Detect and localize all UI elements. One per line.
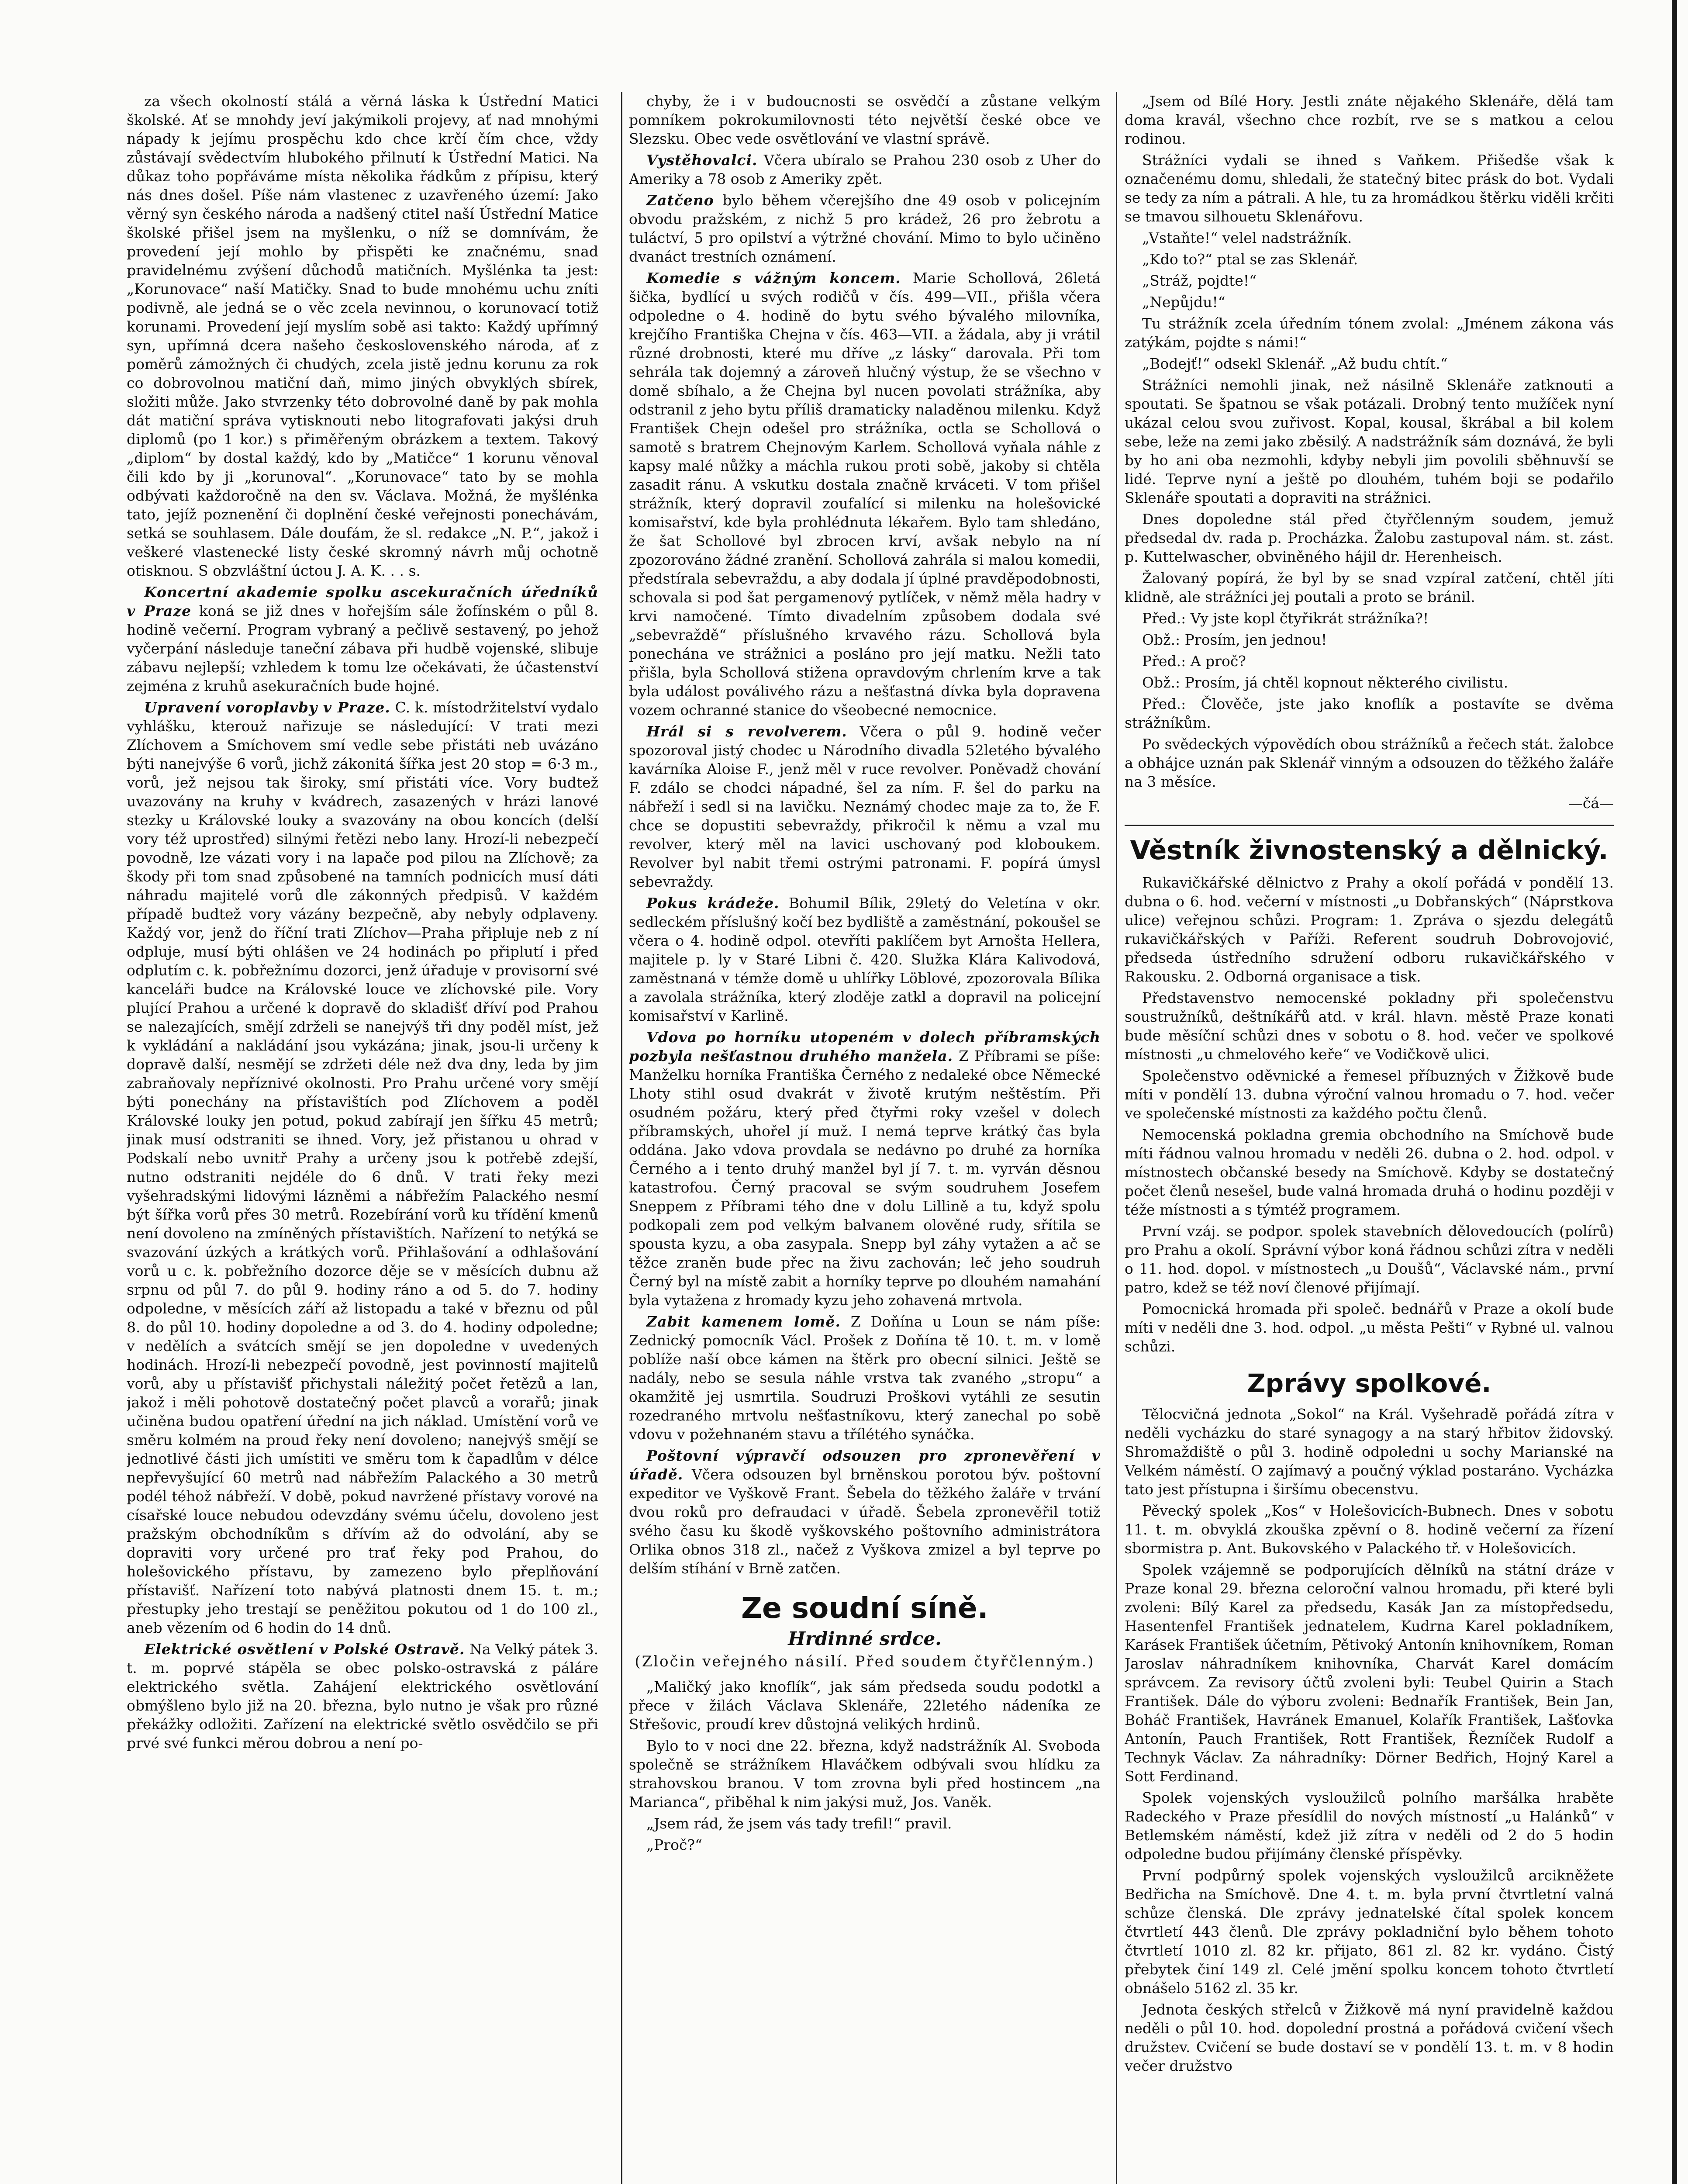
article-paragraph: Před.: A proč?	[1142, 653, 1246, 670]
notice-paragraph: Pomocnická hromada při společ. bednářů v Praze a okolí bude míti v neděli dne 3. hod. odpol. „u města Pešti“ v Rybné ul. valnou schůzi.	[1125, 1300, 1614, 1355]
article-paragraph: za všech okolností stálá a věrná láska k Ústřední Matici školské. Ať se mnohdy jeví jakýmikoli projevy, ať nad mnohými nápady k jejímu prospěchu kdo chce krčí čím chce, vždy zůstávají svědectvím hlubokého přilnutí k Ústřední Matici. Na důkaz toho popřáváme místa několika řádkům z přípisu, který nás dnes došel. Píše nám vlastenec z uzavřeného území: Jako věrný syn českého národa a nadšený ctitel naší Ústřední Matice školské přišel jsem na myšlenku, o níž se domnívám, že provedení její mohlo by přispěti ke značnému, snad pravidelnému zvýšení důchodů matičních. Myšlénka ta jest: „Korunovace“ naší Matičky. Snad to bude mnohému uchu zníti podivně, ale jedná se o věc zcela nevinnou, o korunovací totiž korunami. Provedení její myslím sobě asi takto: Každý upřímný syn, upřímná dcera našeho československého národa, ať z poměrů zámožných či chudých, zcela jistě jednu korunu za rok co dobrovolnou matiční daň, mimo jiných obvyklých sbírek, složiti může. Jako stvrzenky této dobrovolné daně by pak mohla dát matiční správa vytisknouti nebo litografovati jakýsi druh diplomů (po 1 kor.) s přiměřeným obrázkem a textem. Takový „diplom“ by dostal každý, kdo by „Matičce“ 1 korunu věnoval čili kdo by ji „korunoval“. „Korunovace“ tato by se mohla odbývati každoročně na den sv. Václava. Možná, že myšlénka tato, jejíž poznenění či doplnění české veřejnosti ponechávám, setká se souhlasem. Dále doufám, že sl. redakce „N. P.“, jakož i veškeré vlastenecké listy české skromný návrh můj ochotně otisknou. S obzvláštní úctou J. A. K. . . s.	[127, 93, 598, 579]
article-paragraph: Před.: Člověče, jste jako knoflík a postavíte se dvěma strážníkům.	[1125, 695, 1614, 731]
scan-edge	[1672, 0, 1677, 2184]
notice-paragraph: Spolek vzájemně se podporujících dělníků na státní dráze v Praze konal 29. března celoroční valnou hromadu, při které byli zvoleni: Bílý Karel za předsedu, Kasák Jan za místopředsedu, Hasentenfel František jednatelem, Kudrna Karel pokladníkem, Karásek František účetním, Pětivoký Antonín knihovníkem, Roman Jaroslav náhradníkem knihovníka, Charvát Karel domácím správcem. Za revisory účtů zvoleni byli: Teubel Quirin a Stach František. Dále do výboru zvoleni: Bednařík František, Bein Jan, Boháč František, Havránek Emanuel, Kolařík František, Lašťovka Antonín, Pauch František, Rott František, Řezníček Rudolf a Technyk Václav. Za náhradníky: Dörner Bedřich, Hojný Karel a Sott Ferdinand.	[1125, 1561, 1614, 1785]
column-right	[1125, 92, 1614, 2078]
article-paragraph: Dnes dopoledne stál před čtyřčlenným soudem, jemuž předsedal dv. rada p. Procházka. Žalobu zastupoval nám. st. zást. p. Kuttelwascher, obviněného hájil dr. Herenheisch.	[1125, 511, 1614, 565]
article-paragraph	[629, 1028, 1101, 1310]
section-subtitle: Hrdinné srdce.	[788, 1628, 942, 1649]
notice-paragraph: Spolek vojenských vysloužilců polního maršálka hraběte Radeckého v Praze přesídlil do nových místností „u Halánků“ v Betlemském náměstí, kdež již zítra v neděli od 2 do 5 hodin odpoledne budou přijímány členské příspěvky.	[1125, 1789, 1614, 1863]
notice-paragraph: Rukavičkářské dělnictvo z Prahy a okolí pořádá v pondělí 13. dubna o 6. hod. večerní v místnosti „u Dobřanských“ (Náprstkova ulice) veřejnou schůzi. Program: 1. Zpráva o sjezdu delegátů rukavičkářských v Paříži. Referent soudruh Dobrovojović, předseda ústředního sdružení odboru rukavičkářského v Rakousku. 2. Odborná organisace a tisk.	[1125, 874, 1614, 985]
notice-paragraph: Společenstvo oděvnické a řemesel příbuzných v Žižkově bude míti v pondělí 13. dubna výroční valnou hromadu o 7. hod. večer ve společenské místnosti za každého počtu členů.	[1125, 1067, 1614, 1122]
notice-paragraph: Jednota českých střelců v Žižkově má nyní pravidelně každou neděli o půl 10. hod. dopolední prostná a pořádová cvičení všech družstev. Cvičení se bude dostaví se v pondělí 13. t. m. v 8 hodin večer družstvo	[1125, 2001, 1614, 2074]
column-rule	[621, 92, 622, 2184]
article-heading: Vdova po horníku utopeném v dolech příbramských pozbyla nešťastnou druhého manžela.	[629, 1029, 1101, 1064]
article-paragraph	[629, 894, 1101, 1025]
article-heading: Hrál si s revolverem.	[646, 723, 847, 740]
article-paragraph: „Nepůjdu!“	[1142, 294, 1225, 311]
article-text: Bohumil Bílik, 29letý do Veletína v okr. sedleckém příslušný kočí bez bydliště a zaměstnání, pokoušel se včera o 4. hodině odpol. otevříti paklíčem byt Arnošta Hellera, majitele p. ly v Staré Libni č. 420. Služka Klára Kalivodová, zaměstnaná v témže domě u uhlířky Löblové, zpozorovala Bílika a zavolala strážníka, který zloděje zatkl a dopravil na policejní komisařství v Karlině.	[629, 895, 1101, 1024]
article-heading: Zabit kamenem lomě.	[646, 1313, 841, 1330]
section-title: Ze soudní síně.	[741, 1591, 988, 1625]
article-heading: Vystěhovalci.	[646, 152, 758, 169]
article-paragraph: Před.: Vy jste kopl čtyřikrát strážníka?!	[1142, 610, 1429, 627]
section-title: Věstník živnostenský a dělnický.	[1125, 825, 1614, 867]
article-paragraph	[127, 583, 598, 695]
notice-paragraph: Tělocvičná jednota „Sokol“ na Král. Vyšehradě pořádá zítra v neděli vycházku do staré synagogy a na starý hřbitov židovský. Shromaždiště o půl 3. hodině odpoledni u sochy Marianské na Velkém náměstí. O zajímavý a poučný výklad postaráno. Vycházka tato jest přístupna i širšímu obecenstvu.	[1125, 1406, 1614, 1498]
article-paragraph	[629, 1446, 1101, 1578]
article-paragraph: Obž.: Prosím, já chtěl kopnout některého civilistu.	[1142, 674, 1508, 691]
article-paragraph: „Bodejť!“ odsekl Sklenář. „Až budu chtít.“	[1142, 355, 1448, 372]
article-paragraph: Po svědeckých výpovědích obou strážníků a řečech stát. žalobce a obhájce uznán pak Sklenář vinným a odsouzen do těžkého žaláře na 3 měsíce.	[1125, 736, 1614, 790]
article-heading: Upravení voroplavby v Praze.	[144, 699, 390, 716]
article-paragraph: „Proč?“	[646, 1836, 702, 1853]
article-text: Včera o půl 9. hodině večer spozoroval jistý chodec u Národního divadla 52letého bývalého kavárníka Aloise F., jenž měl v ruce revolver. Poněvadž chování F. zdálo se chodci nápadné, šel za ním. F. šel do parku na nábřeží i sedl si na lavičku. Neznámý chodec maje za to, že F. chce se dopustiti sebevraždy, přikročil k němu a vzal mu revolver, který měl na lavici uschovaný pod kloboukem. Revolver byl nabit třemi ostrými patronami. F. popírá úmysl sebevraždy.	[629, 723, 1101, 890]
article-paragraph: Tu strážník zcela úředním tónem zvolal: „Jménem zákona vás zatýkám, pojdte s námi!“	[1125, 315, 1614, 351]
article-paragraph: chyby, že i v budoucnosti se osvědčí a zůstane velkým pomníkem pokrokumilovnosti této největší české obce ve Slezsku. Obec vede osvětlování ve vlastní správě.	[629, 93, 1101, 147]
section-title: Zprávy spolkové.	[1247, 1368, 1491, 1398]
article-paragraph	[629, 1312, 1101, 1444]
article-paragraph: „Kdo to?“ ptal se zas Sklenář.	[1142, 251, 1358, 268]
article-text: koná se již dnes v hořejším sále žofínském o půl 8. hodině večerní. Program vybraný a pečlivě sestavený, po jehož vyčerpání následuje taneční zábava při hudbě vojenské, slibuje zábavu nejlepší; vzhledem k tomu lze očekávati, že účastenství zejména z kruhů asekuračních bude hojné.	[127, 602, 598, 695]
article-text: Na Velký pátek 3. t. m. poprvé stápěla se obec polsko-ostravská z páláre elektrického světla. Zahájení elektrického osvětlování obmýšleno bylo již na 20. března, bylo nutno je však pro různé překážky odložiti. Zařízení na elektrické světlo osvědčilo se při prvé své funkci měrou dobrou a není po-	[127, 1641, 598, 1752]
article-paragraph	[629, 191, 1101, 266]
article-paragraph: „Maličký jako knoflík“, jak sám předseda soudu podotkl a přece v žilách Václava Sklenáře, 22letého nádeníka ze Střešovic, proudí krev důstojná velikých hrdinů.	[629, 1678, 1101, 1733]
article-paragraph	[127, 698, 598, 1637]
article-text: Včera odsouzen byl brněnskou porotou býv. poštovní expeditor ve Vyškově Frant. Šebela do těžkého žaláře v trvání dvou roků pro defraudaci v úřadě. Šebela zpronevěřil totiž svého času ku škodě vyškovského poštovního administrátora Orlika obnos 318 zl., načež z Vyškova zmizel a byl teprve po delším stíhání v Brně zatčen.	[629, 1466, 1101, 1577]
article-paragraph: Strážníci vydali se ihned s Vaňkem. Přišedše však k označenému domu, shledali, že statečný bitec prásk do bot. Vydali se tedy za ním a pátrali. A hle, tu za hromádkou štěrku viděli krčiti se tmavou silhouetu Sklenářovu.	[1125, 152, 1614, 225]
notice-paragraph: Nemocenská pokladna gremia obchodního na Smíchově bude míti řádnou valnou hromadu v neděli 26. dubna o 2. hod. odpol. v místnostech občanské besedy na Smíchově. Kdyby se dostatečný počet členů nesešel, bude valná hromada druhá o hodinu později v téže místnosti a s týmtéž programem.	[1125, 1126, 1614, 1218]
article-heading: Pokus krádeže.	[646, 895, 780, 912]
column-middle	[629, 92, 1101, 1857]
article-text: C. k. místodržitelství vydalo vyhlášku, kterouž nařizuje se následující: V trati mezi Zlíchovem a Smíchovem smí vedle sebe přistáti neb uvázáno býti nanejvýše 6 vorů, jichž zákonitá šířka jest 20 stop = 6·3 m., vorů, jež nejsou tak široky, smí přistáti více. Vory budtež uvazovány na kruhy v kvádrech, zasazených v hrázi lanové stezky u Královské louky a svazovány na obou koncích (delší vory též uprostřed) silnými řetězi nebo lany. Hrozí-li nebezpečí povodně, lze vázati vory i na lapače pod pilou na Zlíchově; za škody při tom snad způsobené na tamních podnicích musí dáti náhradu majitelé vorů dle zákonných předpisů. V každém případě budtež vory vázány bezpečně, aby nebyly odplaveny. Každý vor, jenž do říční trati Zlíchov—Praha připluje neb z ní odpluje, musí býti ohlášen ve 24 hodinách po připlutí i před odplutím c. k. pobřežnímu dozorci, jenž úřaduje v provisorní své kanceláři budce na Královské louce ve zlíchovské pile. Vory plující Prahou a určené k dopravě do skladišť dříví pod Prahou se nalezajících, smějí zdrželi se nanejvýš tři dny poděl míst, jež k vykládání a nakládání jsou vykázána; jinak, jsou-li určeny k dopravě další, nesmějí se zdržeti déle než dva dny, leda by jim zabraňovaly nepříznivé okolnosti. Pro Prahu určené vory smějí býti ponechány na přístavištích pod Zlíchovem a poděl Královské louky jen potud, pokud zabírají jen šířku 45 metrů; jinak musí odstraniti se ihned. Vory, jež přistanou u ohrad v Podskalí nebo uvnitř Prahy a určeny jsou k potřebě zdejší, nutno odstraniti nejdéle do 6 dnů. V trati řeky mezi vyšehradskými lidovými lázněmi a nábřežím Palackého nesmí být šířka vorů přes 30 metrů. Rozebírání vorů ku třídění kmenů není dovoleno na zmíněných přístavištích. Nařízení to netýká se svazování úzkých a krátkých vorů. Přihlašování a odhlašování vorů u c. k. pobřežního dozorce děje se v měsících dubnu až srpnu od půl 7. do půl 9. hodiny ráno a od 5. do 7. hodiny odpoledne, v měsících září až listopadu a také v březnu od půl 8. do půl 10. hodiny dopoledne a od 3. do 4. hodiny odpoledne; v nedělích a svátcích smějí se jen dopoledne v uvedených hodinách. Hrozí-li nebezpečí povodně, jest povinností majitelů vorů, aby u přístavišť přichystali náležitý počet řetězů a lan, jakož i měli pohotově dostatečný počet plavců a vorařů; jinak učiněna budou opatření úřední na jich náklad. Umístění vorů ve směru kolmém na proud řeky není dovoleno; nanejvýš smějí se jednotlivé části jich umístiti ve směru tom k čapadlům v délce nepřevyšující 60 metrů nad nábřežím Palackého a 30 metrů podél téhož nábřeží. V době, pokud navržené přístavy vorové na císařské louce nebudou odevzdány svému účelu, dovoleno jest pražským obchodníkům s dřívím až do odvolání, aby se dopraviti vory určené pro trať řeky pod Prahou, do holešovického přístavu, by zamezeno bylo přeplňování přístavišť. Nařízení toto nabývá platnosti dnem 15. t. m.; přestupky jeho trestají se peněžitou pokutou od 1 do 100 zl., aneb vězením od 6 hodin do 14 dnů.	[127, 699, 598, 1636]
notice-paragraph: Představenstvo nemocenské pokladny při společenstvu soustružníků, deštníkářů atd. v král. hlavn. městě Praze konati bude měsíční schůzi dnes v sobotu o 8. hod. večer ve spolkové místnosti „u chmelového keře“ ve Vodičkově ulici.	[1125, 989, 1614, 1063]
article-paragraph: Bylo to v noci dne 22. března, když nadstrážník Al. Svoboda společně se strážníkem Hlaváčkem odbývali svou hlídku za strahovskou branou. V tom zrovna byli před hostincem „na Marianca“, přiběhal k nim jakýsi muž, Jos. Vaněk.	[629, 1737, 1101, 1811]
article-paragraph	[629, 722, 1101, 891]
article-paragraph: „Stráž, pojdte!“	[1142, 272, 1257, 289]
article-heading: Zatčeno	[646, 192, 714, 209]
article-signature: —čá—	[1568, 795, 1614, 812]
article-paragraph	[629, 269, 1101, 719]
article-text: Z Příbrami se píše: Manželku horníka Františka Černého z nedaleké obce Německé Lhoty stihl osud dvakrát v životě krutým neštěstím. Při osudném požáru, který před čtyřmi roky vzešel v dolech příbramských, uhořel jí muž. I nemá teprve krátký čas byla oddána. Jako vdova provdala se nedávno po druhé za horníka Černého a i tento druhý manžel byl jí 7. t. m. vyrván děsnou katastrofou. Černý pracoval se svým soudruhem Josefem Sneppem z Příbrami tého dne v dolu Lillině a tu, když spolu podkopali zem pod velkým balvanem olověné rudy, sřítila se spousta kyzu, a oba zasypala. Snepp byl záhy vytažen a ač se těžce zraněn bude přec na živu zachován; leč jeho soudruh Černý byl na místě zabit a horníky teprve po dlouhém namahání byla vytažena z hromady kyzu jeho zohavená mrtvola.	[629, 1047, 1101, 1309]
column-left	[127, 92, 598, 1755]
article-paragraph	[127, 1640, 598, 1752]
notice-paragraph: První vzáj. se podpor. spolek stavebních dělovedoucích (polírů) pro Prahu a okolí. Správní výbor koná řádnou schůzi zítra v neděli o 11. hod. dopol. v místnostech „u Doušů“, Václavské nám., první patro, kdež se též noví členové přijímají.	[1125, 1223, 1614, 1296]
article-paragraph	[629, 151, 1101, 188]
article-paragraph: Obž.: Prosím, jen jednou!	[1142, 631, 1327, 648]
article-heading: Poštovní výpravčí odsouzen pro zpronevěření v úřadě.	[629, 1447, 1101, 1483]
article-text: Z Doňína u Loun se nám píše: Zednický pomocník Václ. Prošek z Doňína tě 10. t. m. v lomě poblíže naší obce kámen na štěrk pro obecní silnici. Ještě se nadály, nebo se sesula náhle vrstva tak zvaného „stropu“ a okamžitě jej usmrtila. Soudruzi Proškovi vytáhli ze sesutin rozedraného mrtvolu nešťastníkovu, který zanechal po sobě vdovu v požehnaném stavu a třílétého synáčka.	[629, 1313, 1101, 1443]
article-text: bylo během včerejšího dne 49 osob v policejním obvodu pražském, z nichž 5 pro krádež, 26 pro žebrotu a tuláctví, 5 pro opilství a výtržné chování. Mimo to bylo učiněno dvanáct trestních oznámení.	[629, 192, 1101, 265]
article-heading: Komedie s vážným koncem.	[646, 270, 901, 287]
article-paragraph: „Jsem rád, že jsem vás tady trefil!“ pravil.	[646, 1815, 952, 1832]
notice-paragraph: Pěvecký spolek „Kos“ v Holešovicích-Bubnech. Dnes v sobotu 11. t. m. obvyklá zkouška zpěvní o 8. hodině večerní za řízení sbormistra p. Ant. Bukovského v Palackého tř. v Holešovicích.	[1125, 1502, 1614, 1557]
article-paragraph: Strážníci nemohli jinak, než násilně Sklenáře zatknouti a spoutati. Se špatnou se však potázali. Drobný tento mužíček nyní ukázal celou svou zuřivost. Kopal, kousal, škrábal a bil kolem sebe, leže na zemi jako zběsilý. A nadstrážník sám doznává, že byli by ho ani oba nezmohli, kdyby nebyli jim povolili sběhnuvší se lidé. Teprve nyní a ještě po dlouhém, tuhém boji se podařilo Sklenáře spoutati a dopraviti na strážnici.	[1125, 377, 1614, 506]
article-paragraph: Žalovaný popírá, že byl by se snad vzpíral zatčení, chtěl jíti klidně, ale strážníci jej poutali a proto se bránil.	[1125, 570, 1614, 605]
section-note: (Zločin veřejného násilí. Před soudem čtyřčlenným.)	[635, 1653, 1095, 1670]
article-paragraph: „Vstaňte!“ velel nadstrážník.	[1142, 229, 1352, 246]
article-text: Marie Schollová, 26letá šička, bydlící u svých rodičů v čís. 499—VII., přišla včera odpoledne o 4. hodině do bytu svého bývalého milovníka, krejčího Františka Chejna v čís. 463—VII. a žádala, aby ji vrátil různé drobnosti, které mu dříve „z lásky“ darovala. Při tom sehrála tak dojemný a zároveň hlučný výstup, že se všechno v domě sbíhalo, a že Chejna byl nucen povolati strážníka, aby odstranil z jeho bytu příliš dramaticky naladěnou milenku. Když František Chejn odešel pro strážníka, octla se Schollová o samotě s bratrem Chejnovým Karlem. Schollová vyňala náhle z kapsy malé nůžky a máchla rukou proti sobě, jakoby si chtěla zasadit ránu. A vskutku dostala značně krváceti. V tom přišel strážník, který dopravil zoufalící si milenku na holešovické komisařství, kde byla prohlédnuta lékařem. Bylo tam shledáno, že šat Schollové byl zbrocen krví, avšak nebylo na ní zpozorováno žádné zranění. Schollová zahrála si malou komedii, předstírala sebevraždu, a aby dodala jí úplné pravděpodobnosti, schovala si pod šat pergamenový pytlíček, v němž měla hadry v krvi namočené. Tímto divadelním způsobem dodala své „sebevraždě“ příslušného krvavého rázu. Schollová byla ponechána ve strážnici a posláno pro její matku. Nežli tato přišla, byla Schollová stižena opravdovým chrlením krve a tak byla událost poválivého rázu a nešťastná dívka byla dopravena vozem ochranné stanice do všeobecné nemocnice.	[629, 270, 1101, 719]
article-paragraph: „Jsem od Bílé Hory. Jestli znáte nějakého Sklenáře, dělá tam doma kravál, všechno chce rozbít, rve se s matkou a celou rodinou.	[1125, 93, 1614, 147]
column-rule	[1116, 92, 1117, 2184]
article-text: Včera ubíralo se Prahou 230 osob z Uher do Ameriky a 78 osob z Ameriky zpět.	[629, 152, 1101, 187]
notice-paragraph: První podpůrný spolek vojenských vysloužilců arcikněžete Bedřicha na Smíchově. Dne 4. t. m. byla první čtvrtletní valná schůze členská. Dle zprávy jednatelské čítal spolek koncem čtvrtletí 443 členů. Dle zprávy pokladniční bylo během tohoto čtvrtletí 1010 zl. 82 kr. přijato, 861 zl. 82 kr. vydáno. Čistý přebytek činí 149 zl. Celé jmění spolku koncem tohoto čtvrtletí obnášelo 5162 zl. 35 kr.	[1125, 1867, 1614, 1997]
article-heading: Koncertní akademie spolku ascekuračních úředníků v Praze	[127, 584, 598, 619]
article-heading: Elektrické osvětlení v Polské Ostravě.	[144, 1641, 465, 1658]
